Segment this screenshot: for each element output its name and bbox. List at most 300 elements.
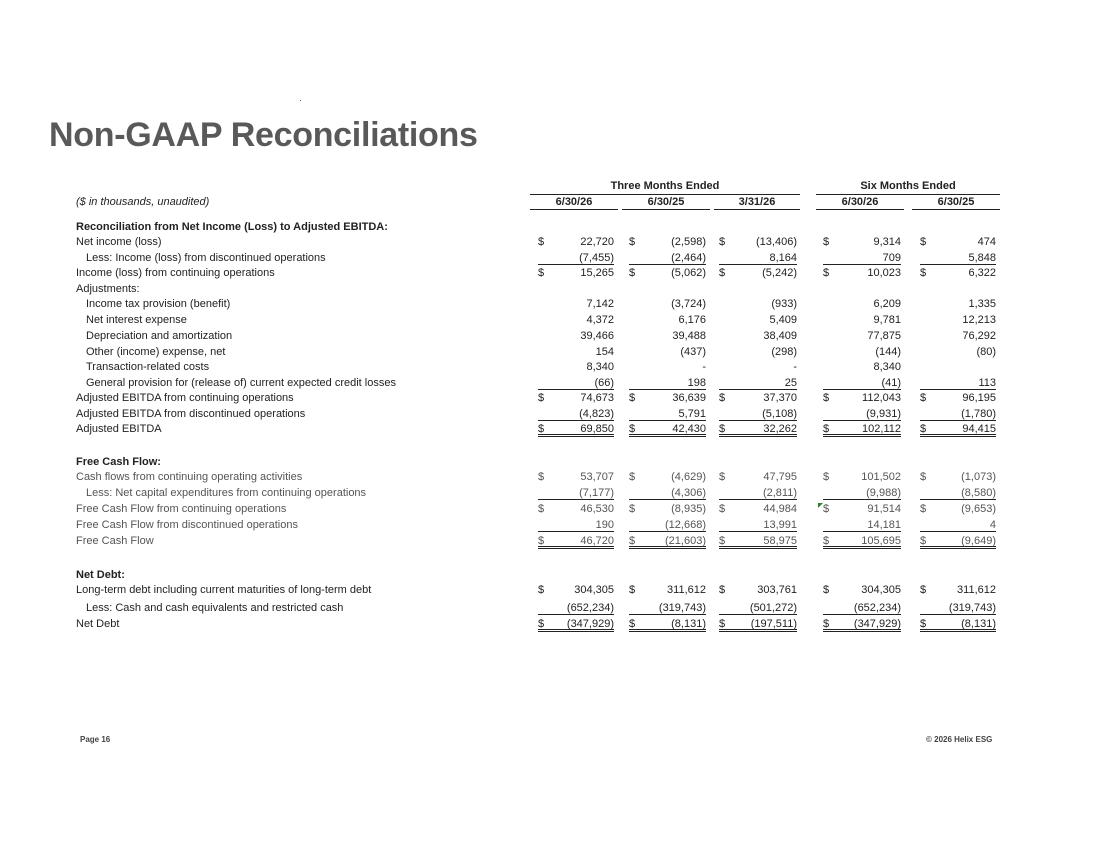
table-cell: [823, 360, 901, 374]
table-row: [0, 486, 1100, 500]
cell-value: (2,598): [671, 236, 706, 248]
currency-symbol: $: [719, 503, 726, 515]
table-row: [0, 518, 1100, 532]
row-label: Depreciation and amortization: [86, 330, 233, 342]
currency-symbol: $: [538, 267, 545, 279]
currency-symbol: $: [719, 423, 726, 435]
cell-value: 112,043: [862, 392, 901, 404]
table-cell: [823, 518, 901, 532]
table-cell: [823, 313, 901, 327]
currency-symbol: $: [538, 584, 545, 596]
table-row: [0, 235, 1100, 249]
cell-value: (298): [771, 346, 797, 358]
cell-value: 77,875: [867, 330, 901, 342]
page-title: Non-GAAP Reconciliations: [49, 116, 478, 154]
table-cell: [823, 345, 901, 359]
cell-value: 6,322: [968, 267, 996, 279]
cell-value: (4,629): [671, 471, 706, 483]
cell-value: (41): [881, 377, 901, 389]
cell-value: (5,242): [762, 267, 797, 279]
cell-value: 474: [977, 236, 996, 248]
cell-value: 303,761: [757, 584, 797, 596]
table-row: [0, 266, 1100, 280]
table-cell: [629, 422, 706, 437]
currency-symbol: $: [823, 535, 830, 547]
cell-value: 154: [595, 346, 614, 358]
table-row: [0, 601, 1100, 615]
cell-value: (9,649): [961, 535, 996, 547]
cell-value: -: [702, 361, 706, 373]
cell-value: 105,695: [861, 535, 901, 547]
table-cell: [823, 502, 901, 516]
cell-value: 74,673: [580, 392, 614, 404]
row-label: Other (income) expense, net: [86, 346, 226, 358]
cell-value: 8,340: [586, 361, 614, 373]
cell-value: 8,164: [769, 252, 797, 264]
table-cell: [538, 297, 614, 311]
cell-value: 311,612: [667, 584, 706, 596]
cell-value: 12,213: [962, 314, 996, 326]
cell-value: (9,988): [866, 487, 901, 499]
table-cell: [629, 297, 706, 311]
cell-value: (2,464): [671, 252, 706, 264]
cell-value: 5,409: [769, 314, 797, 326]
cell-value: 13,991: [763, 519, 797, 531]
currency-symbol: $: [719, 584, 726, 596]
table-cell: [920, 313, 996, 327]
cell-value: (8,131): [671, 618, 706, 630]
currency-symbol: $: [719, 236, 726, 248]
table-cell: [823, 534, 901, 549]
table-cell: [823, 470, 901, 484]
currency-symbol: $: [538, 618, 545, 630]
table-cell: [719, 518, 797, 532]
table-cell: [629, 345, 706, 359]
table-row: [0, 251, 1100, 265]
cell-value: 14,181: [867, 519, 901, 531]
currency-symbol: $: [823, 584, 830, 596]
column-header: 6/30/26: [816, 196, 904, 210]
table-cell: [719, 360, 797, 374]
table-cell: [920, 407, 996, 421]
cell-value: (8,935): [671, 503, 706, 515]
column-header: 6/30/25: [912, 196, 1000, 210]
cell-value: (21,603): [665, 535, 706, 547]
cell-value: (501,272): [749, 602, 797, 614]
table-cell: [538, 617, 614, 632]
currency-symbol: $: [629, 471, 636, 483]
table-cell: [719, 345, 797, 359]
cell-value: 42,430: [672, 423, 706, 435]
currency-symbol: $: [920, 584, 927, 596]
table-row: [0, 345, 1100, 359]
cell-comment-marker: [818, 503, 823, 508]
table-cell: [719, 486, 797, 500]
currency-symbol: $: [719, 618, 726, 630]
row-label: Adjusted EBITDA from discontinued operations: [76, 408, 306, 420]
currency-symbol: $: [823, 267, 830, 279]
cell-value: 39,466: [580, 330, 614, 342]
currency-symbol: $: [823, 423, 830, 435]
cell-value: 46,530: [580, 503, 614, 515]
cell-value: 47,795: [763, 471, 797, 483]
cell-value: 304,305: [574, 584, 614, 596]
table-cell: [823, 251, 901, 265]
section-header: [0, 455, 1100, 469]
table-cell: [920, 251, 996, 265]
table-cell: [719, 266, 797, 280]
table-cell: [719, 407, 797, 421]
table-row: [0, 583, 1100, 597]
cell-value: (4,823): [579, 408, 614, 420]
cell-value: 91,514: [867, 503, 901, 515]
cell-value: 4: [989, 519, 996, 531]
cell-value: 101,502: [861, 471, 901, 483]
currency-symbol: $: [538, 236, 545, 248]
table-cell: [920, 422, 996, 437]
cell-value: -: [793, 361, 797, 373]
table-cell: [719, 391, 797, 405]
table-cell: [920, 297, 996, 311]
row-label: Reconciliation from Net Income (Loss) to Adjusted EBITDA:: [76, 221, 388, 233]
cell-value: (5,062): [671, 267, 706, 279]
table-cell: [719, 601, 797, 615]
cell-value: (437): [680, 346, 706, 358]
table-cell: [719, 470, 797, 484]
table-cell: [823, 329, 901, 343]
cell-value: 36,639: [672, 392, 706, 404]
currency-symbol: $: [823, 236, 830, 248]
table-cell: [538, 360, 614, 374]
table-cell: [629, 391, 706, 405]
cell-value: (9,653): [961, 503, 996, 515]
cell-value: (2,811): [762, 487, 797, 499]
table-row: [0, 617, 1100, 631]
table-row: [0, 470, 1100, 484]
table-cell: [629, 235, 706, 249]
table-cell: [920, 534, 996, 549]
cell-value: 6,209: [873, 298, 901, 310]
table-cell: [823, 297, 901, 311]
table-cell: [629, 251, 706, 265]
column-header: 3/31/26: [714, 196, 800, 210]
cell-value: 4,372: [586, 314, 614, 326]
row-label: Long-term debt including current maturities of long-term debt: [76, 584, 372, 596]
table-cell: [538, 266, 614, 280]
table-cell: [629, 534, 706, 549]
column-header: 6/30/25: [622, 196, 710, 210]
row-label: Free Cash Flow from discontinued operations: [76, 519, 298, 531]
table-row: [0, 360, 1100, 374]
table-cell: [823, 235, 901, 249]
table-row: [0, 297, 1100, 311]
table-cell: [538, 251, 614, 265]
table-cell: [920, 266, 996, 280]
table-cell: [823, 486, 901, 500]
cell-value: 5,791: [678, 408, 706, 420]
section-header: [0, 568, 1100, 582]
cell-value: (4,306): [671, 487, 706, 499]
table-row: [0, 534, 1100, 548]
cell-value: (13,406): [756, 236, 797, 248]
row-label: Less: Cash and cash equivalents and restricted cash: [86, 602, 344, 614]
table-cell: [629, 470, 706, 484]
currency-symbol: $: [629, 535, 636, 547]
table-cell: [920, 518, 996, 532]
table-cell: [719, 251, 797, 265]
row-label: Free Cash Flow from continuing operations: [76, 503, 287, 515]
table-cell: [920, 360, 996, 374]
currency-symbol: $: [629, 267, 636, 279]
table-cell: [920, 583, 996, 597]
cell-value: (7,455): [579, 252, 614, 264]
currency-symbol: $: [719, 535, 726, 547]
table-cell: [719, 329, 797, 343]
table-cell: [920, 391, 996, 405]
table-cell: [920, 502, 996, 516]
currency-symbol: $: [823, 618, 830, 630]
table-cell: [823, 617, 901, 632]
table-cell: [920, 235, 996, 249]
row-label: Net income (loss): [76, 236, 162, 248]
three-months-header: Three Months Ended: [530, 180, 800, 195]
currency-symbol: $: [538, 392, 545, 404]
row-label: Transaction-related costs: [86, 361, 210, 373]
row-label: Income tax provision (benefit): [86, 298, 231, 310]
table-cell: [719, 617, 797, 632]
currency-symbol: $: [629, 618, 636, 630]
table-cell: [538, 518, 614, 532]
currency-symbol: $: [920, 535, 927, 547]
table-cell: [920, 486, 996, 500]
cell-value: 311,612: [957, 584, 996, 596]
cell-value: (8,131): [961, 618, 996, 630]
cell-value: (319,743): [658, 602, 706, 614]
cell-value: 38,409: [763, 330, 797, 342]
cell-value: 304,305: [861, 584, 901, 596]
currency-symbol: $: [629, 236, 636, 248]
table-cell: [823, 266, 901, 280]
cell-value: (347,929): [853, 618, 901, 630]
cell-value: (1,073): [961, 471, 996, 483]
section-header: [0, 220, 1100, 234]
cell-value: 8,340: [873, 361, 901, 373]
cell-value: 709: [882, 252, 901, 264]
cell-value: 198: [687, 377, 706, 389]
row-label: Income (loss) from continuing operations: [76, 267, 275, 279]
cell-value: 32,262: [763, 423, 797, 435]
table-cell: [629, 601, 706, 615]
cell-value: (5,108): [762, 408, 797, 420]
currency-symbol: $: [538, 423, 545, 435]
currency-symbol: $: [538, 535, 545, 547]
cell-value: (80): [976, 346, 996, 358]
row-label: Less: Income (loss) from discontinued operations: [86, 252, 326, 264]
table-cell: [719, 235, 797, 249]
cell-value: (652,234): [853, 602, 901, 614]
column-header: 6/30/26: [530, 196, 618, 210]
row-label: Free Cash Flow: [76, 535, 154, 547]
table-cell: [719, 313, 797, 327]
cell-value: 15,265: [580, 267, 614, 279]
table-cell: [823, 422, 901, 437]
table-cell: [629, 266, 706, 280]
cell-value: (3,724): [671, 298, 706, 310]
cell-value: 96,195: [962, 392, 996, 404]
six-months-header: Six Months Ended: [816, 180, 1000, 195]
table-cell: [719, 422, 797, 437]
table-cell: [719, 297, 797, 311]
row-label: Adjusted EBITDA from continuing operations: [76, 392, 294, 404]
row-label: Net Debt: [76, 618, 120, 630]
row-label: General provision for (release of) current expected credit losses: [86, 377, 396, 389]
row-label: Less: Net capital expenditures from continuing operations: [86, 487, 367, 499]
table-cell: [538, 391, 614, 405]
table-row: [0, 376, 1100, 390]
cell-value: 102,112: [862, 423, 901, 435]
table-cell: [538, 407, 614, 421]
table-cell: [629, 313, 706, 327]
currency-symbol: $: [920, 392, 927, 404]
cell-value: 1,335: [968, 298, 996, 310]
table-cell: [823, 391, 901, 405]
table-cell: [629, 583, 706, 597]
currency-symbol: $: [538, 503, 545, 515]
cell-value: 53,707: [580, 471, 614, 483]
table-cell: [538, 583, 614, 597]
currency-symbol: $: [920, 236, 927, 248]
table-cell: [823, 376, 901, 390]
currency-symbol: $: [629, 423, 636, 435]
currency-symbol: $: [920, 423, 927, 435]
table-cell: [629, 502, 706, 516]
cell-value: (144): [875, 346, 901, 358]
currency-symbol: $: [823, 503, 830, 515]
cell-value: (66): [594, 377, 614, 389]
table-cell: [920, 617, 996, 632]
table-cell: [823, 583, 901, 597]
table-cell: [823, 601, 901, 615]
cell-value: 6,176: [678, 314, 706, 326]
table-row: [0, 502, 1100, 516]
cell-value: (9,931): [866, 408, 901, 420]
cell-value: 94,415: [962, 423, 996, 435]
table-cell: [538, 345, 614, 359]
units-note: ($ in thousands, unaudited): [76, 196, 210, 208]
currency-symbol: $: [920, 471, 927, 483]
table-cell: [823, 407, 901, 421]
cell-value: 39,488: [672, 330, 706, 342]
currency-symbol: $: [823, 392, 830, 404]
stray-dot: [300, 100, 301, 101]
cell-value: 190: [595, 519, 614, 531]
row-label: Adjustments:: [76, 283, 140, 295]
cell-value: 113: [978, 377, 996, 389]
table-cell: [629, 486, 706, 500]
currency-symbol: $: [538, 471, 545, 483]
cell-value: (197,511): [750, 618, 797, 630]
table-cell: [538, 235, 614, 249]
table-cell: [538, 502, 614, 516]
cell-value: 58,975: [763, 535, 797, 547]
currency-symbol: $: [629, 584, 636, 596]
cell-value: (1,780): [961, 408, 996, 420]
table-cell: [538, 534, 614, 549]
table-cell: [629, 360, 706, 374]
table-row: [0, 391, 1100, 405]
cell-value: 37,370: [763, 392, 797, 404]
currency-symbol: $: [629, 392, 636, 404]
cell-value: 25: [784, 377, 797, 389]
table-cell: [629, 329, 706, 343]
cell-value: 9,781: [873, 314, 901, 326]
cell-value: (652,234): [566, 602, 614, 614]
row-label: Net interest expense: [86, 314, 187, 326]
table-row: [0, 422, 1100, 436]
cell-value: 9,314: [873, 236, 901, 248]
currency-symbol: $: [920, 503, 927, 515]
table-cell: [920, 329, 996, 343]
table-cell: [538, 486, 614, 500]
currency-symbol: $: [823, 471, 830, 483]
currency-symbol: $: [719, 471, 726, 483]
cell-value: 46,720: [580, 535, 614, 547]
table-cell: [719, 502, 797, 516]
table-row: [0, 329, 1100, 343]
cell-value: (12,668): [665, 519, 706, 531]
currency-symbol: $: [920, 618, 927, 630]
row-label: Free Cash Flow:: [76, 456, 161, 468]
page-number: Page 16: [80, 735, 111, 744]
copyright: © 2026 Helix ESG: [926, 735, 993, 744]
table-cell: [719, 583, 797, 597]
cell-value: (7,177): [579, 487, 614, 499]
row-label: Cash flows from continuing operating activities: [76, 471, 303, 483]
table-cell: [629, 617, 706, 632]
currency-symbol: $: [920, 267, 927, 279]
table-cell: [629, 376, 706, 390]
table-cell: [920, 470, 996, 484]
row-label: Net Debt:: [76, 569, 125, 581]
cell-value: 10,023: [867, 267, 901, 279]
row-label: Adjusted EBITDA: [76, 423, 162, 435]
table-cell: [538, 601, 614, 615]
table-cell: [538, 422, 614, 437]
table-row: [0, 282, 1100, 296]
table-cell: [629, 518, 706, 532]
cell-value: 5,848: [968, 252, 996, 264]
table-cell: [538, 329, 614, 343]
cell-value: 76,292: [962, 330, 996, 342]
currency-symbol: $: [629, 503, 636, 515]
table-cell: [538, 313, 614, 327]
table-cell: [629, 407, 706, 421]
cell-value: 69,850: [580, 423, 614, 435]
table-row: [0, 407, 1100, 421]
cell-value: 44,984: [763, 503, 797, 515]
currency-symbol: $: [719, 392, 726, 404]
table-cell: [538, 376, 614, 390]
table-cell: [920, 376, 996, 390]
cell-value: 7,142: [586, 298, 614, 310]
cell-value: (933): [771, 298, 797, 310]
table-cell: [538, 470, 614, 484]
table-cell: [719, 376, 797, 390]
table-row: [0, 313, 1100, 327]
cell-value: (319,743): [948, 602, 996, 614]
currency-symbol: $: [719, 267, 726, 279]
table-cell: [920, 345, 996, 359]
